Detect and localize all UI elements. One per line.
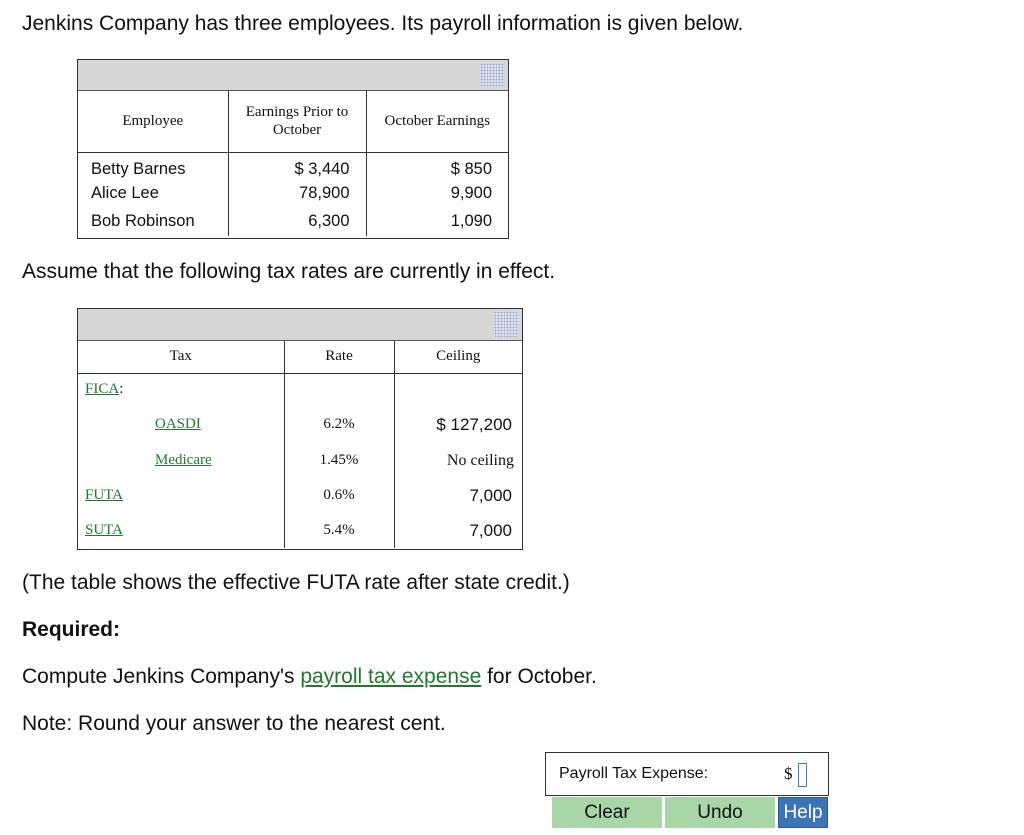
employee-name: Bob Robinson — [78, 207, 228, 236]
tax-rate-table — [77, 308, 523, 550]
prior-earnings: $ 3,440 — [228, 152, 366, 179]
table-row — [78, 207, 508, 236]
column-header: Tax — [78, 341, 284, 373]
empty-cell — [78, 406, 154, 443]
medicare-link[interactable]: Medicare — [155, 452, 212, 468]
october-earnings: $ 850 — [450, 160, 492, 178]
column-header: October Earnings — [384, 113, 490, 130]
table-row — [78, 443, 522, 478]
table-header-row — [78, 91, 508, 152]
tax-table-toolbar — [78, 309, 522, 341]
fica-cell — [78, 373, 284, 406]
currency-symbol: $ — [784, 764, 793, 783]
answer-label: Payroll Tax Expense: — [559, 765, 709, 782]
employee-name: Alice Lee — [78, 179, 228, 207]
payroll-tax-expense-input[interactable] — [798, 763, 807, 787]
october-earnings: 1,090 — [450, 212, 492, 230]
clear-button[interactable]: Clear — [552, 797, 662, 828]
medicare-ceiling: No ceiling — [446, 451, 514, 469]
column-header: Rate — [284, 341, 394, 373]
fica-colon: : — [119, 381, 124, 398]
oasdi-ceiling: $ 127,200 — [436, 414, 512, 434]
table-row — [78, 152, 508, 179]
empty-cell — [394, 373, 522, 406]
table-row — [78, 478, 522, 513]
employee-name: Betty Barnes — [78, 152, 228, 179]
table-row — [78, 513, 522, 548]
prior-earnings: 6,300 — [228, 207, 366, 236]
medicare-cell — [154, 443, 284, 478]
expand-icon[interactable] — [494, 311, 518, 337]
payroll-table — [77, 59, 509, 239]
table-row — [78, 179, 508, 207]
payroll-table-toolbar — [78, 60, 508, 91]
required-heading: Required: — [22, 618, 121, 641]
table-row — [78, 406, 522, 443]
undo-button[interactable]: Undo — [665, 797, 775, 828]
fica-link[interactable]: FICA — [85, 381, 120, 398]
futa-rate: 0.6% — [284, 478, 394, 513]
futa-ceiling: 7,000 — [469, 485, 512, 505]
intro-text: Jenkins Company has three employees. Its payroll information is given below. — [22, 12, 744, 35]
suta-link[interactable]: SUTA — [85, 522, 123, 538]
question-text-end: for October. — [481, 665, 597, 688]
payroll-tax-expense-link[interactable]: payroll tax expense — [300, 665, 482, 688]
october-earnings: 9,900 — [450, 183, 492, 202]
help-button[interactable]: Help — [778, 797, 828, 828]
suta-ceiling: 7,000 — [469, 520, 512, 540]
empty-cell — [284, 373, 394, 406]
table-header-row — [78, 341, 522, 373]
rounding-note: Note: Round your answer to the nearest cent. — [22, 712, 446, 735]
prior-earnings: 78,900 — [228, 179, 366, 207]
expand-icon[interactable] — [480, 63, 504, 87]
futa-note: (The table shows the effective FUTA rate after state credit.) — [22, 571, 570, 594]
empty-cell — [78, 443, 154, 478]
suta-cell — [78, 513, 284, 548]
futa-link[interactable]: FUTA — [85, 487, 123, 503]
oasdi-link[interactable]: OASDI — [155, 416, 201, 432]
oasdi-rate: 6.2% — [284, 406, 394, 443]
futa-cell — [78, 478, 284, 513]
answer-box — [545, 752, 829, 796]
column-header: Ceiling — [436, 348, 481, 365]
table-row — [78, 373, 522, 406]
oasdi-cell — [154, 406, 284, 443]
column-header: Employee — [78, 91, 228, 152]
medicare-rate: 1.45% — [284, 443, 394, 478]
question-text-start: Compute Jenkins Company's — [22, 665, 301, 688]
question-text — [22, 664, 597, 690]
suta-rate: 5.4% — [284, 513, 394, 548]
column-header: Earnings Prior to October — [228, 91, 366, 152]
assume-text: Assume that the following tax rates are currently in effect. — [22, 260, 556, 283]
